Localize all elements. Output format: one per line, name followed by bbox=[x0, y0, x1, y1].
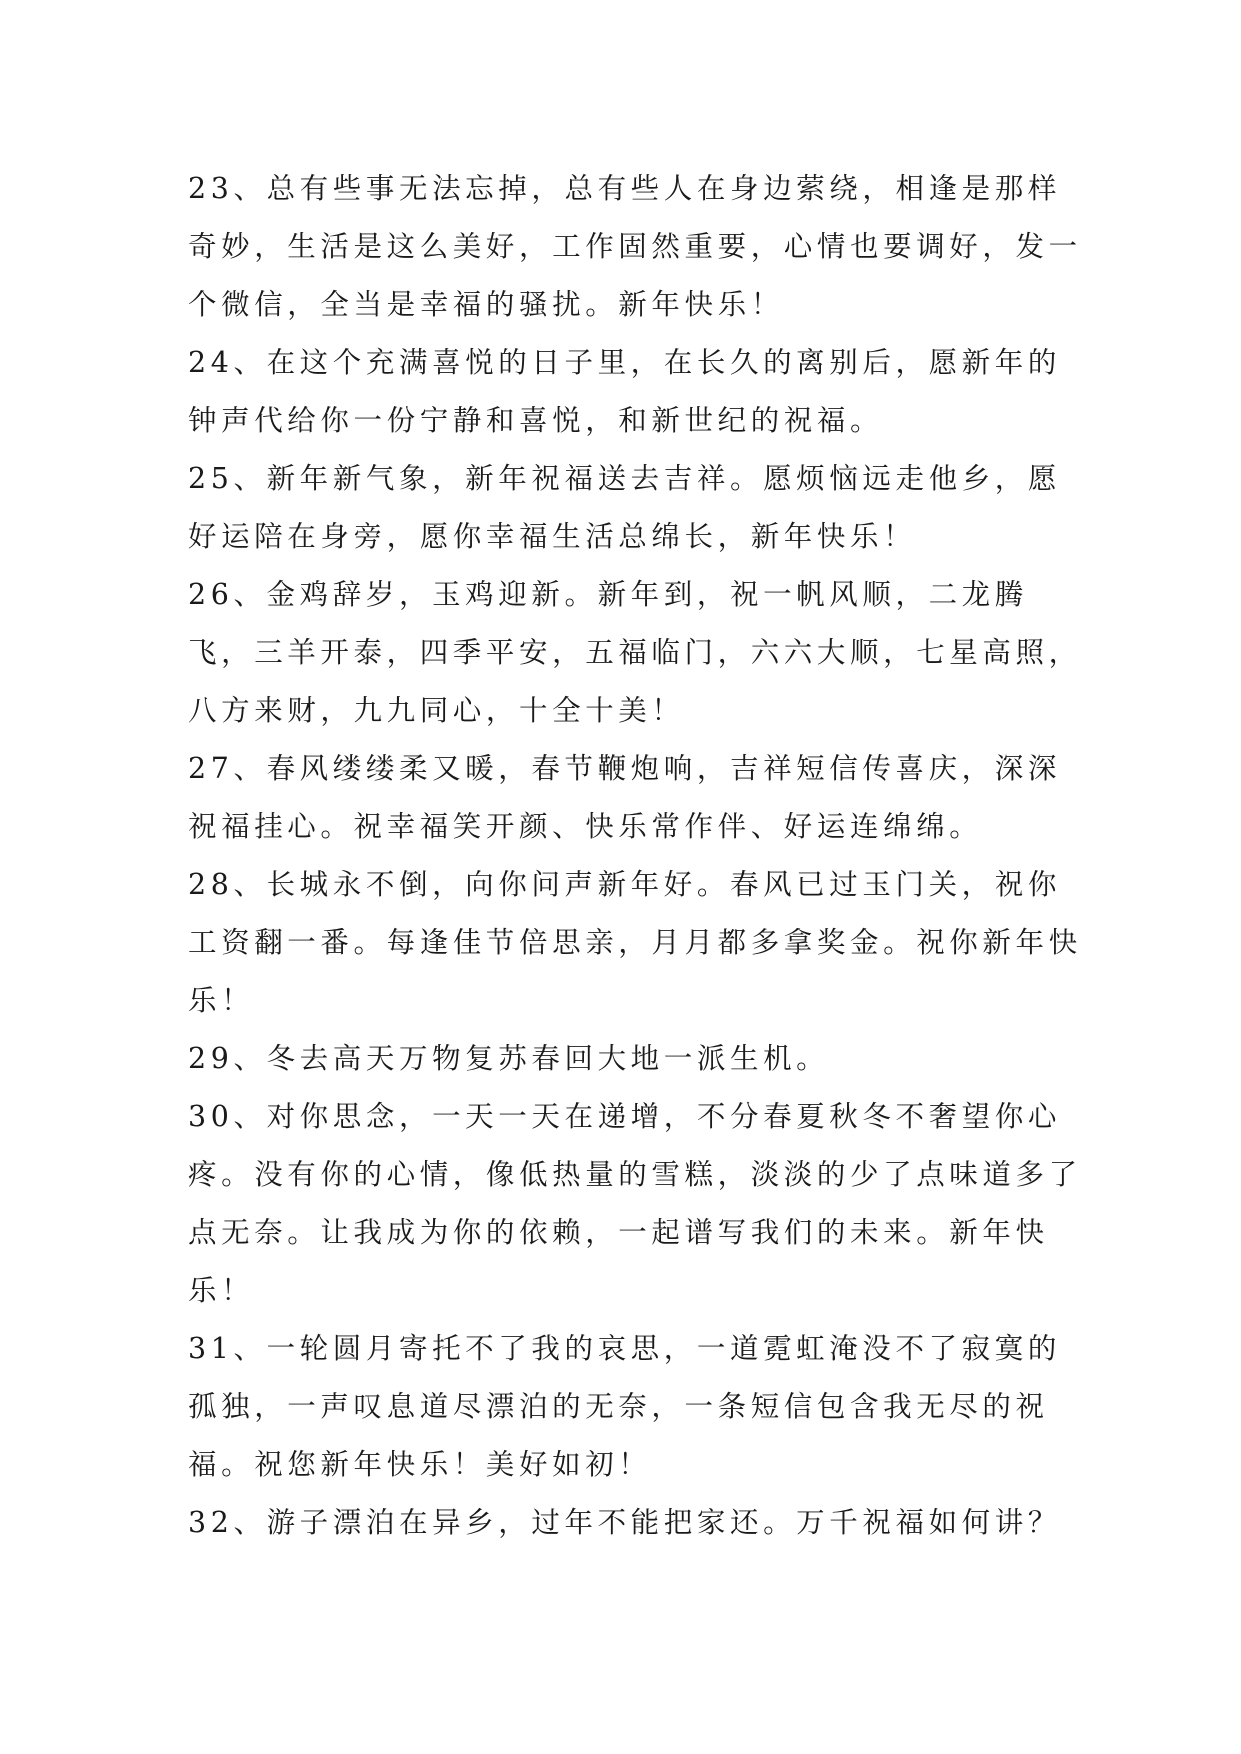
document-page bbox=[188, 160, 1088, 1552]
wish-entry-32: 32、游子漂泊在异乡，过年不能把家还。万千祝福如何讲？ bbox=[188, 1506, 1061, 1539]
wish-entry-29: 29、冬去高天万物复苏春回大地一派生机。 bbox=[188, 1042, 830, 1075]
wish-entry-30: 30、对你思念，一天一天在递增，不分春夏秋冬不奢望你心疼。没有你的心情，像低热量的雪糕，淡淡的少了点味道多了点无奈。让我成为你的依赖，一起谱写我们的未来。新年快乐！ bbox=[188, 1100, 1082, 1307]
wish-entry-25: 25、新年新气象，新年祝福送去吉祥。愿烦恼远走他乡，愿好运陪在身旁，愿你幸福生活总绵长，新年快乐！ bbox=[188, 462, 1061, 553]
wish-entry-26: 26、金鸡辞岁，玉鸡迎新。新年到，祝一帆风顺，二龙腾飞，三羊开泰，四季平安，五福临门，六六大顺，七星高照，八方来财，九九同心，十全十美！ bbox=[188, 578, 1082, 727]
wish-entry-23: 23、总有些事无法忘掉，总有些人在身边萦绕，相逢是那样奇妙，生活是这么美好，工作固然重要，心情也要调好，发一个微信，全当是幸福的骚扰。新年快乐！ bbox=[188, 172, 1082, 321]
wish-entry-31: 31、一轮圆月寄托不了我的哀思，一道霓虹淹没不了寂寞的孤独，一声叹息道尽漂泊的无奈，一条短信包含我无尽的祝福。祝您新年快乐！美好如初！ bbox=[188, 1332, 1061, 1481]
wish-entry-24: 24、在这个充满喜悦的日子里，在长久的离别后，愿新年的钟声代给你一份宁静和喜悦，和新世纪的祝福。 bbox=[188, 346, 1061, 437]
wish-entry-28: 28、长城永不倒，向你问声新年好。春风已过玉门关，祝你工资翻一番。每逢佳节倍思亲，月月都多拿奖金。祝你新年快乐！ bbox=[188, 868, 1082, 1017]
wish-entry-27: 27、春风缕缕柔又暖，春节鞭炮响，吉祥短信传喜庆，深深祝福挂心。祝幸福笑开颜、快乐常作伴、好运连绵绵。 bbox=[188, 752, 1061, 843]
